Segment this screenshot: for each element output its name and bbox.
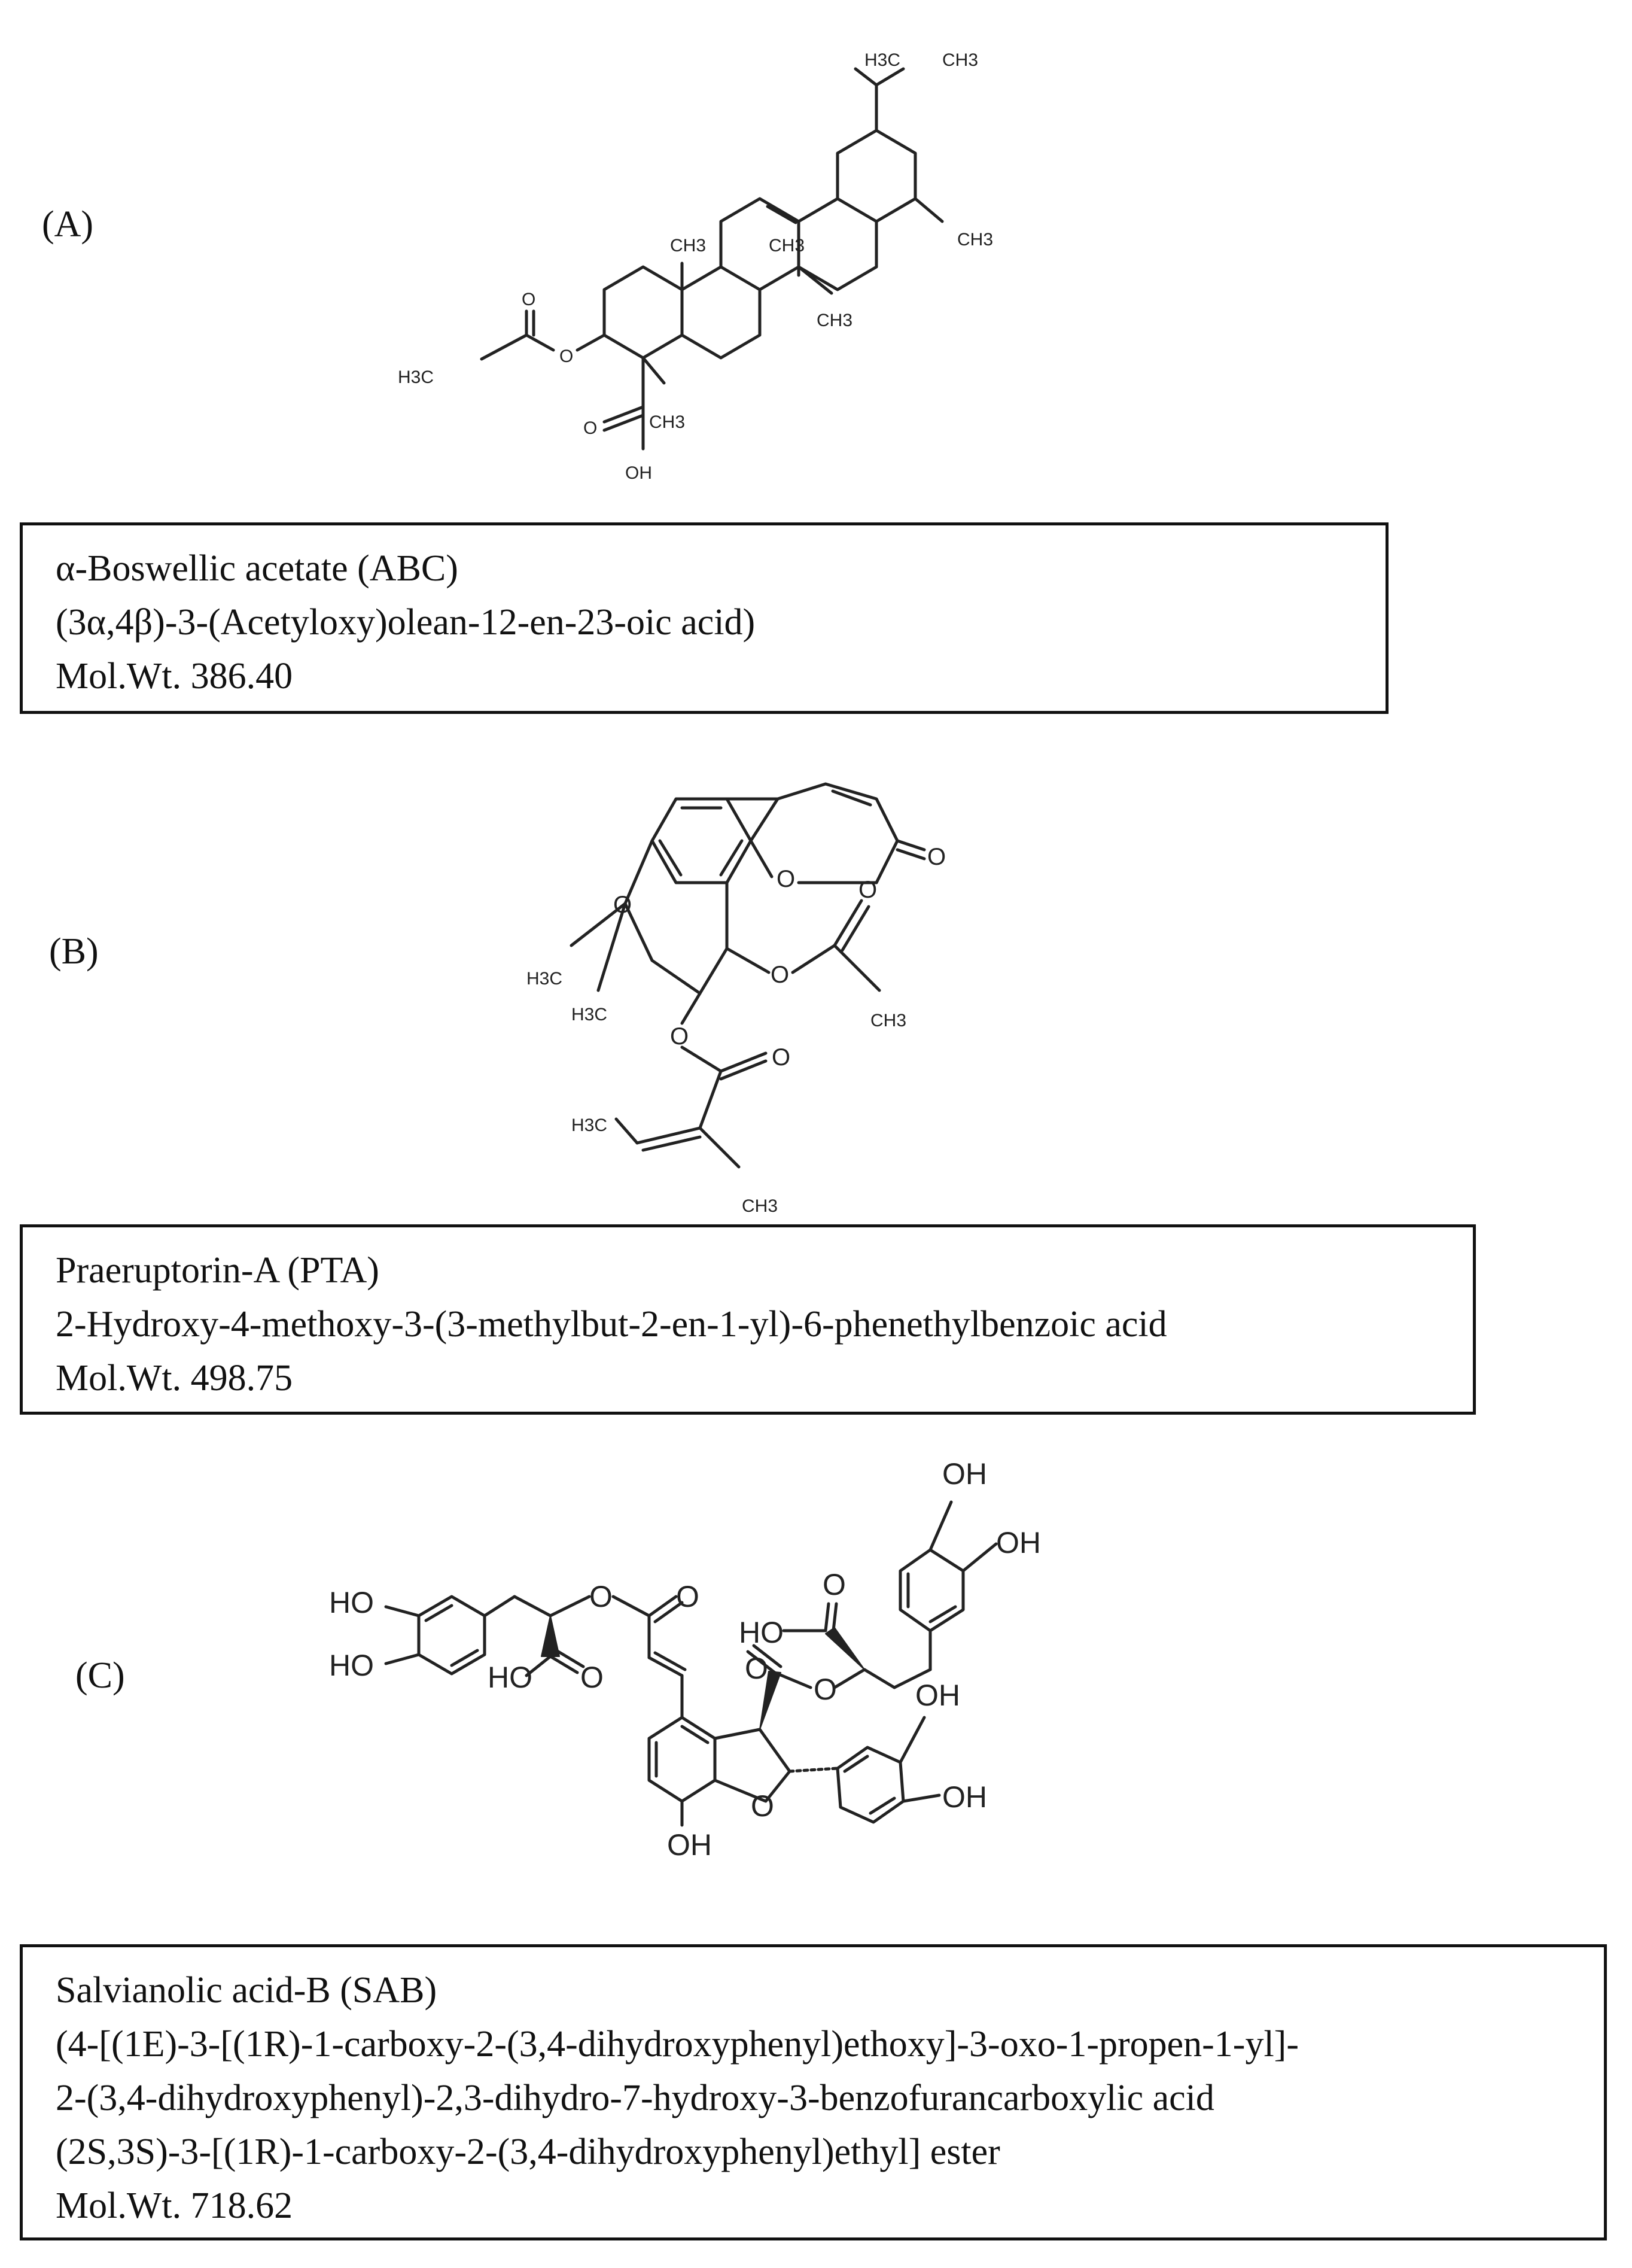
- atom-label: O: [858, 877, 878, 903]
- atom-label: H3C: [571, 1115, 608, 1135]
- compound-name: Salvianolic acid-B (SAB): [56, 1970, 437, 2011]
- atom-label: CH3: [870, 1011, 907, 1030]
- iupac-name-line-3: (2S,3S)-3-[(1R)-1-carboxy-2-(3,4-dihydroxyphenyl)ethyl] ester: [56, 2131, 1000, 2172]
- atom-label: HO: [329, 1586, 374, 1619]
- atom-label: O: [522, 290, 536, 309]
- atom-label: HO: [488, 1661, 532, 1694]
- atom-label: OH: [942, 1780, 987, 1814]
- atom-label: O: [589, 1580, 613, 1613]
- iupac-name: (3α,4β)-3-(Acetyloxy)olean-12-en-23-oic acid): [56, 601, 756, 643]
- benzofuran-ring: [649, 1717, 715, 1801]
- atom-label: CH3: [670, 236, 707, 256]
- atom-label: O: [745, 1652, 768, 1685]
- compound-name: Praeruptorin-A (PTA): [56, 1250, 379, 1291]
- atom-label: CH3: [942, 50, 979, 70]
- atom-label: HO: [329, 1649, 374, 1682]
- atom-label: O: [751, 1789, 774, 1823]
- panel-a-label: (A): [42, 204, 94, 245]
- atom-label: H3C: [398, 367, 434, 387]
- panel-c-label: (C): [75, 1655, 125, 1696]
- atom-label: O: [777, 866, 796, 892]
- atom-label: O: [583, 418, 598, 438]
- molecular-weight: Mol.Wt. 498.75: [56, 1357, 293, 1399]
- atom-label: H3C: [526, 969, 563, 989]
- panel-a-info-box: [20, 522, 1389, 714]
- atom-label: OH: [942, 1457, 987, 1491]
- iupac-name-line-1: (4-[(1E)-3-[(1R)-1-carboxy-2-(3,4-dihydroxyphenyl)ethoxy]-3-oxo-1-propen-1-yl]-: [56, 2023, 1299, 2065]
- atom-label: HO: [739, 1616, 784, 1649]
- atom-label: O: [771, 962, 790, 988]
- atom-label: H3C: [571, 1005, 608, 1024]
- panel-b-info-box: [20, 1224, 1476, 1415]
- molecular-weight: Mol.Wt. 386.40: [56, 655, 293, 697]
- molecular-weight: Mol.Wt. 718.62: [56, 2185, 293, 2226]
- atom-label: O: [772, 1044, 791, 1071]
- atom-label: CH3: [817, 311, 853, 330]
- ring-e: [838, 130, 915, 221]
- panel-b-label: (B): [49, 931, 99, 972]
- iupac-name: 2-Hydroxy-4-methoxy-3-(3-methylbut-2-en-1-yl)-6-phenethylbenzoic acid: [56, 1303, 1167, 1345]
- panel-b-structure: [0, 748, 1632, 1227]
- atom-label: CH3: [957, 230, 994, 250]
- ring-b: [682, 267, 760, 358]
- atom-label: OH: [625, 463, 652, 483]
- stereo-wedge: [826, 1628, 864, 1670]
- panel-c-info-box: [20, 1944, 1607, 2240]
- compound-name: α-Boswellic acetate (ABC): [56, 548, 458, 589]
- atom-label: CH3: [742, 1196, 778, 1216]
- atom-label: CH3: [649, 412, 686, 432]
- atom-label: O: [814, 1673, 837, 1706]
- atom-label: O: [670, 1023, 689, 1050]
- atom-label: O: [676, 1580, 699, 1613]
- atom-label: H3C: [864, 50, 901, 70]
- atom-label: OH: [915, 1679, 960, 1712]
- iupac-name-line-2: 2-(3,4-dihydroxyphenyl)-2,3-dihydro-7-hydroxy-3-benzofurancarboxylic acid: [56, 2077, 1214, 2118]
- atom-label: O: [613, 892, 632, 918]
- pyran-ring: [625, 841, 727, 993]
- atom-label: OH: [667, 1828, 712, 1862]
- atom-label: CH3: [769, 236, 805, 256]
- benzene-ring: [652, 799, 751, 883]
- catechol-ring-lower: [838, 1747, 903, 1822]
- catechol-ring-upper: [900, 1550, 963, 1631]
- atom-label: O: [580, 1661, 604, 1694]
- catechol-ring-left: [419, 1597, 485, 1674]
- panel-a-structure: [0, 0, 1632, 539]
- panel-c-structure: [0, 1436, 1632, 1915]
- atom-label: O: [823, 1568, 846, 1601]
- lactone-ring: [727, 784, 897, 883]
- ring-a: [604, 267, 682, 358]
- atom-label: O: [559, 346, 574, 366]
- atom-label: OH: [996, 1526, 1041, 1559]
- atom-label: O: [927, 844, 946, 870]
